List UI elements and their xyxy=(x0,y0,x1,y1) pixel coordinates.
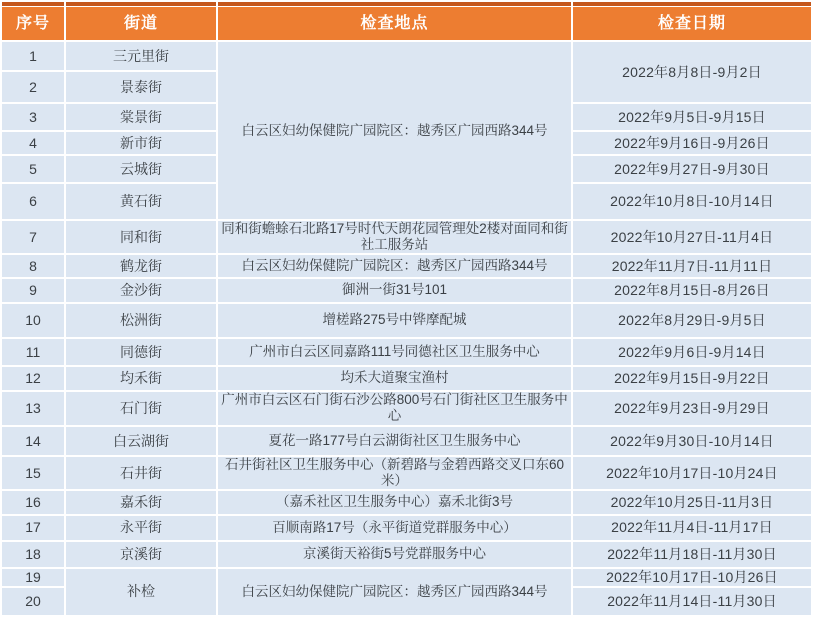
cell-number: 16 xyxy=(2,491,64,514)
cell-number: 1 xyxy=(2,42,64,70)
cell-date: 2022年10月17日-10月24日 xyxy=(573,457,811,489)
cell-location: 夏花一路177号白云湖街社区卫生服务中心 xyxy=(218,427,571,455)
cell-location: 广州市白云区石门街石沙公路800号石门街社区卫生服务中心 xyxy=(218,392,571,425)
table-row xyxy=(2,569,811,586)
cell-date: 2022年9月6日-9月14日 xyxy=(573,339,811,365)
cell-date: 2022年11月14日-11月30日 xyxy=(573,588,811,615)
cell-street: 松洲街 xyxy=(66,304,216,337)
cell-number: 7 xyxy=(2,221,64,253)
col-header-street: 街道 xyxy=(66,2,216,40)
cell-number: 6 xyxy=(2,184,64,219)
cell-street: 京溪街 xyxy=(66,542,216,567)
table-row xyxy=(2,491,811,514)
cell-date: 2022年11月4日-11月17日 xyxy=(573,516,811,540)
table-row xyxy=(2,457,811,489)
cell-number: 20 xyxy=(2,588,64,615)
cell-location: 百顺南路17号（永平街道党群服务中心） xyxy=(218,516,571,540)
cell-street: 棠景街 xyxy=(66,104,216,130)
header-row xyxy=(2,2,811,40)
cell-number: 8 xyxy=(2,255,64,277)
cell-number: 11 xyxy=(2,339,64,365)
cell-street: 新市街 xyxy=(66,132,216,154)
cell-number: 12 xyxy=(2,367,64,390)
cell-number: 15 xyxy=(2,457,64,489)
table-row xyxy=(2,367,811,390)
cell-date: 2022年9月15日-9月22日 xyxy=(573,367,811,390)
cell-street: 嘉禾街 xyxy=(66,491,216,514)
cell-number: 5 xyxy=(2,156,64,182)
table-row xyxy=(2,279,811,302)
cell-location: 广州市白云区同嘉路111号同德社区卫生服务中心 xyxy=(218,339,571,365)
cell-street: 景泰街 xyxy=(66,72,216,102)
cell-number: 9 xyxy=(2,279,64,302)
cell-number: 2 xyxy=(2,72,64,102)
cell-street: 补检 xyxy=(66,569,216,615)
cell-number: 4 xyxy=(2,132,64,154)
cell-street: 三元里街 xyxy=(66,42,216,70)
cell-street: 黄石街 xyxy=(66,184,216,219)
table-row xyxy=(2,516,811,540)
table-row xyxy=(2,427,811,455)
cell-location: 白云区妇幼保健院广园院区：越秀区广园西路344号 xyxy=(218,255,571,277)
cell-date: 2022年10月17日-10月26日 xyxy=(573,569,811,586)
cell-date: 2022年8月29日-9月5日 xyxy=(573,304,811,337)
cell-location: （嘉禾社区卫生服务中心）嘉禾北街3号 xyxy=(218,491,571,514)
cell-street: 白云湖街 xyxy=(66,427,216,455)
cell-date: 2022年8月15日-8月26日 xyxy=(573,279,811,302)
table-row xyxy=(2,42,811,70)
cell-date: 2022年9月16日-9月26日 xyxy=(573,132,811,154)
cell-street: 鹤龙街 xyxy=(66,255,216,277)
cell-date: 2022年9月30日-10月14日 xyxy=(573,427,811,455)
cell-street: 石井街 xyxy=(66,457,216,489)
table-row xyxy=(2,221,811,253)
cell-location: 石井街社区卫生服务中心（新碧路与金碧西路交叉口东60米） xyxy=(218,457,571,489)
cell-street: 金沙街 xyxy=(66,279,216,302)
cell-street: 同德街 xyxy=(66,339,216,365)
table-row xyxy=(2,304,811,337)
cell-location: 增槎路275号中铧摩配城 xyxy=(218,304,571,337)
cell-date: 2022年9月27日-9月30日 xyxy=(573,156,811,182)
cell-date: 2022年8月8日-9月2日 xyxy=(573,42,811,102)
cell-location: 京溪街天裕街5号党群服务中心 xyxy=(218,542,571,567)
cell-number: 14 xyxy=(2,427,64,455)
col-header-number: 序号 xyxy=(2,2,64,40)
cell-date: 2022年10月8日-10月14日 xyxy=(573,184,811,219)
cell-date: 2022年11月18日-11月30日 xyxy=(573,542,811,567)
cell-street: 均禾街 xyxy=(66,367,216,390)
cell-street: 永平街 xyxy=(66,516,216,540)
cell-number: 10 xyxy=(2,304,64,337)
table-row xyxy=(2,255,811,277)
cell-location: 御洲一街31号101 xyxy=(218,279,571,302)
cell-number: 17 xyxy=(2,516,64,540)
cell-street: 同和街 xyxy=(66,221,216,253)
col-header-location: 检查地点 xyxy=(218,2,571,40)
cell-number: 18 xyxy=(2,542,64,567)
table-row xyxy=(2,392,811,425)
cell-number: 13 xyxy=(2,392,64,425)
cell-location: 白云区妇幼保健院广园院区：越秀区广园西路344号 xyxy=(218,569,571,615)
cell-location: 同和街蟾蜍石北路17号时代天朗花园管理处2楼对面同和街社工服务站 xyxy=(218,221,571,253)
cell-number: 19 xyxy=(2,569,64,586)
cell-number: 3 xyxy=(2,104,64,130)
cell-location: 均禾大道聚宝渔村 xyxy=(218,367,571,390)
cell-date: 2022年11月7日-11月11日 xyxy=(573,255,811,277)
cell-location: 白云区妇幼保健院广园院区：越秀区广园西路344号 xyxy=(218,42,571,219)
cell-date: 2022年10月25日-11月3日 xyxy=(573,491,811,514)
cell-street: 云城街 xyxy=(66,156,216,182)
cell-date: 2022年9月23日-9月29日 xyxy=(573,392,811,425)
cell-date: 2022年9月5日-9月15日 xyxy=(573,104,811,130)
table-row xyxy=(2,339,811,365)
table-row xyxy=(2,542,811,567)
cell-street: 石门街 xyxy=(66,392,216,425)
col-header-date: 检查日期 xyxy=(573,2,811,40)
cell-date: 2022年10月27日-11月4日 xyxy=(573,221,811,253)
